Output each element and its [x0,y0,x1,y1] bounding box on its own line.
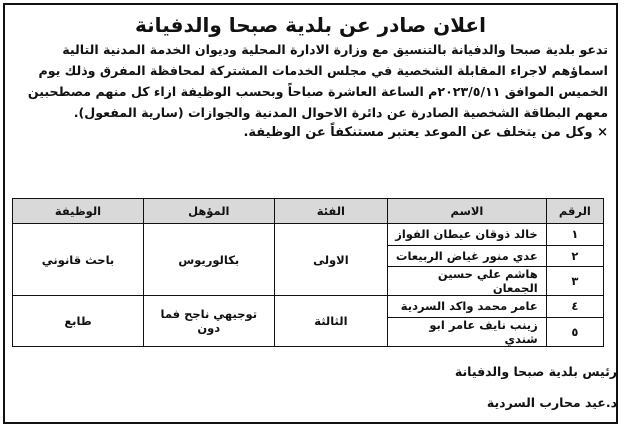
body-line-1: تدعو بلدية صبحا والدفيانة بالتنسيق مع وزارة الادارة المحلية وديوان الخدمة المدنية التالية [62,42,608,57]
table-row [13,296,604,318]
group-job: طابع [13,296,144,347]
body-line-2: اسماؤهم لاجراء المقابلة الشخصية في مجلس الخدمات المشتركة لمحافظة المفرق وذلك يوم [38,63,608,78]
row-name: هاشم علي حسين الجمعان [388,267,547,296]
absence-note: × وكل من يتخلف عن الموعد يعتبر مستنكفاً عن الوظيفة. [243,125,608,140]
announcement-body [5,39,616,123]
signature-name: د.عيد محارب السردية [486,395,617,410]
announcement-title: اعلان صادر عن بلدية صبحا والدفيانة [135,13,486,37]
header-qualification: المؤهل [144,199,275,224]
group-category: الثالثة [274,296,388,347]
group-category: الاولى [274,224,388,296]
candidates-table [12,198,604,347]
row-number: ٥ [546,317,603,346]
header-category: الفئة [274,199,388,224]
header-job: الوظيفة [13,199,144,224]
group-job: باحث قانوني [13,224,144,296]
row-name: عامر محمد واكد السردية [388,296,547,318]
body-line-4: معهم البطاقة الشخصية الصادرة عن دائرة الاحوال المدنية والجوازات (سارية المفعول). [73,105,608,120]
row-number: ٢ [546,245,603,267]
group-qualification: توجيهي ناجح فما دون [144,296,275,347]
signature-title: رئيس بلدية صبحا والدفيانة [454,364,617,379]
group-qualification: بكالوريوس [144,224,275,296]
row-name: خالد ذوقان عيطان الفواز [388,224,547,246]
row-name: زينب نايف عامر ابو شندي [388,317,547,346]
row-name: عدي منور غياض الربيعات [388,245,547,267]
header-number: الرقم [546,199,603,224]
table-header-row [13,199,604,224]
row-number: ٣ [546,267,603,296]
body-line-3: الخميس الموافق ٢٠٢٣/٥/١١م الساعة العاشرة صباحاً وبحسب الوظيفة ازاء كل منهم مصطحبين [27,84,608,99]
header-name: الاسم [388,199,547,224]
row-number: ١ [546,224,603,246]
row-number: ٤ [546,296,603,318]
table-row [13,224,604,246]
